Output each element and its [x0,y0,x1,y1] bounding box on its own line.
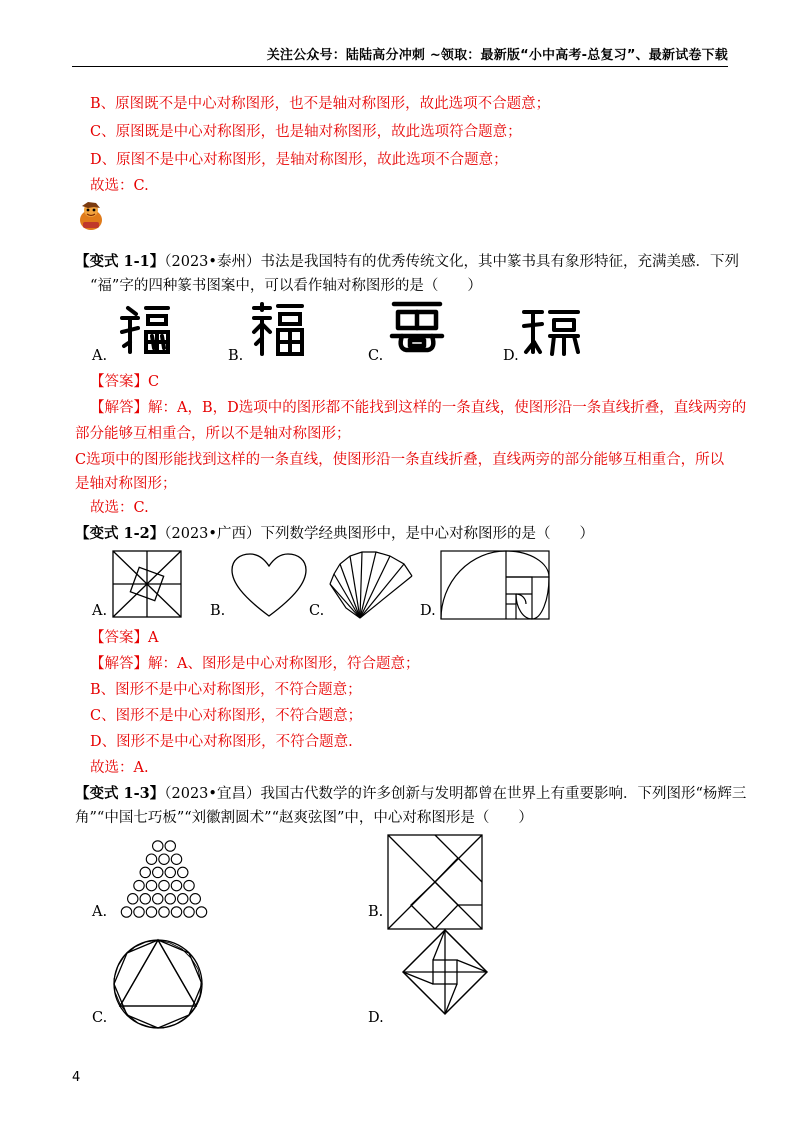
yanghui-circle [165,894,175,904]
prev-solution-c: C、原图既是中心对称图形，也是轴对称图形，故此选项符合题意； [90,124,522,140]
yanghui-circle [171,907,181,917]
q1-stem-line2: “福”字的四种篆书图案中，可以看作轴对称图形的是（ ） [90,278,482,294]
yanghui-circle [140,894,150,904]
q1-solution-3: C选项中的图形能找到这样的一条直线，使图形沿一条直线折叠，直线两旁的部分能够互相重合，所以 [75,452,725,468]
q2-figure-d [440,550,550,620]
q1-stem-line1: （2023•泰州）书法是我国特有的优秀传统文化，其中篆书具有象形特征，充满美感．下列 [164,254,739,270]
prev-solution-conclusion: 故选：C. [90,178,149,194]
q1-figure-d [520,306,582,358]
yanghui-circle [196,907,206,917]
q1-tag: 【变式 1-1】 [75,253,165,270]
q3-option-c[interactable]: C. [92,1010,108,1026]
yanghui-circle [190,894,200,904]
q2-option-a[interactable]: A. [92,603,108,619]
q1-figure-a [118,302,174,358]
yanghui-circle [178,894,188,904]
q1-figure-b [250,300,306,358]
yanghui-circle [159,854,169,864]
q2-solution-2: B、图形不是中心对称图形，不符合题意； [90,682,362,698]
q2-solution-3: C、图形不是中心对称图形，不符合题意； [90,708,363,724]
page-header: 关注公众号：陆陆高分冲刺 ~领取：最新版“小中高考-总复习”、最新试卷下载 [266,48,728,63]
q3-stem-line2: 角”“中国七巧板”“刘徽割圆术”“赵爽弦图”中，中心对称图形是（ ） [75,810,533,826]
q2-conclusion: 故选：A. [90,760,149,776]
q1-solution-2: 部分能够互相重合，所以不是轴对称图形； [75,426,351,442]
mascot-icon [74,200,108,232]
prev-solution-d: D、原图不是中心对称图形，是轴对称图形，故此选项不合题意； [90,152,508,168]
q1-option-a[interactable]: A. [92,348,108,364]
q2-tag: 【变式 1-2】 [75,525,165,542]
yanghui-circle [153,867,163,877]
q2-line [75,524,728,544]
q1-option-d[interactable]: D. [503,348,519,364]
q1-answer: 【答案】C [90,374,160,390]
q3-option-d[interactable]: D. [368,1010,384,1026]
q3-figure-c [112,938,204,1030]
q3-stem-line1: （2023•宜昌）我国古代数学的许多创新与发明都曾在世界上有重要影响．下列图形“杨辉三 [164,786,747,802]
q2-option-d[interactable]: D. [420,603,436,619]
yanghui-circle [171,880,181,890]
yanghui-circle [134,880,144,890]
page-number: 4 [72,1070,81,1085]
q1-option-b[interactable]: B. [228,348,244,364]
q2-figure-b [230,552,308,618]
yanghui-circle [153,841,163,851]
q2-solution-1: 【解答】解：A、图形是中心对称图形，符合题意； [90,656,420,672]
q1-figure-c [388,298,446,356]
q2-answer: 【答案】A [90,630,159,646]
q2-solution-4: D、图形不是中心对称图形，不符合题意. [90,734,353,750]
yanghui-circle [159,907,169,917]
yanghui-circle [165,841,175,851]
q1-solution-1: 【解答】解：A，B，D选项中的图形都不能找到这样的一条直线，使图形沿一条直线折叠，直线两旁的 [90,400,747,416]
q3-figure-d [393,928,489,1024]
q3-option-b[interactable]: B. [368,904,384,920]
yanghui-circle [153,894,163,904]
q3-line1 [75,784,747,804]
yanghui-circle [165,867,175,877]
q2-option-b[interactable]: B. [210,603,226,619]
yanghui-circle [184,880,194,890]
q3-option-a[interactable]: A. [92,904,108,920]
yanghui-circle [146,907,156,917]
q1-conclusion: 故选：C. [90,500,149,516]
header-rule [72,66,728,67]
q2-option-c[interactable]: C. [309,603,325,619]
q1-line1 [75,252,739,272]
yanghui-circle [171,854,181,864]
prev-solution-b: B、原图既不是中心对称图形，也不是轴对称图形，故此选项不合题意； [90,96,551,112]
q2-figure-a [112,550,182,618]
yanghui-circle [140,867,150,877]
yanghui-circle [146,854,156,864]
yanghui-circle [184,907,194,917]
q2-figure-c [326,548,416,622]
q1-option-c[interactable]: C. [368,348,384,364]
q3-tag: 【变式 1-3】 [75,785,165,802]
q3-figure-a [112,830,216,920]
yanghui-circle [178,867,188,877]
yanghui-circle [146,880,156,890]
q1-solution-4: 是轴对称图形； [75,476,177,492]
q3-figure-b [387,834,483,930]
yanghui-circle [159,880,169,890]
yanghui-circle [134,907,144,917]
yanghui-circle [121,907,131,917]
q2-stem: （2023•广西）下列数学经典图形中，是中心对称图形的是（ ） [164,526,594,542]
yanghui-circle [128,894,138,904]
